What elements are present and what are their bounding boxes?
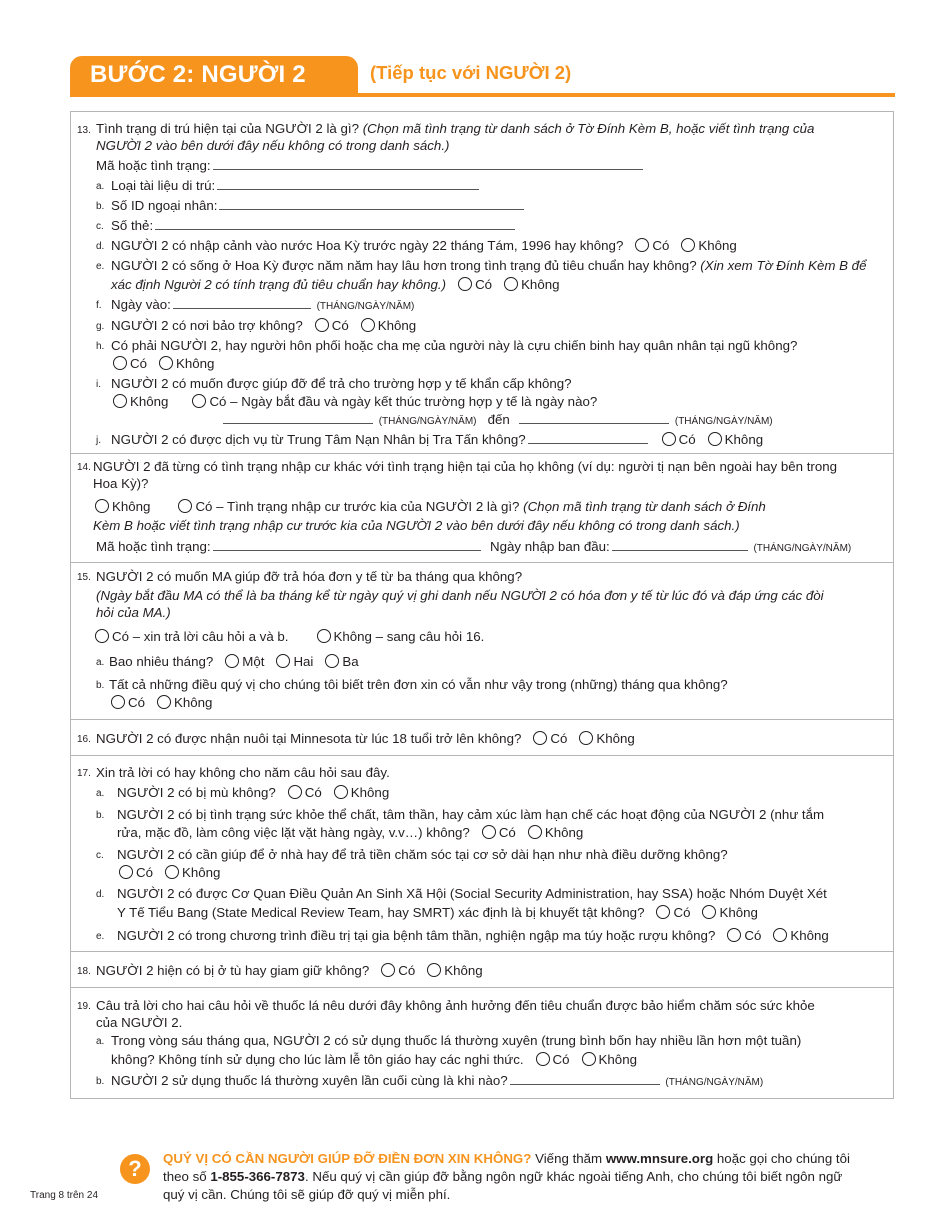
- question-18: 18. NGƯỜI 2 hiện có bị ở tù hay giam giữ không? Có Không: [70, 951, 894, 988]
- q13j-yes-radio[interactable]: [662, 432, 676, 446]
- q13g-no-radio[interactable]: [361, 318, 375, 332]
- question-13: 13. Tình trạng di trú hiện tại của NGƯỜI 2 là gì? (Chọn mã tình trạng từ danh sách ở Tờ Đính Kèm B, hoặc viết tình trạng của NGƯỜI 2 vào bên dưới đây nếu không có trong danh sách.) Mã hoặc tình trạng: a. Loại tài liệu di trú: b. Số ID ngoại nhân: c. Số thẻ: d. NGƯỜI 2 có nhập cảnh vào nước Hoa Kỳ trước ngày 22 tháng Tám, 1996 hay không? Có Không e. NGƯỜI 2 có sống ở Hoa Kỳ được năm năm hay lâu hơn trong tình trạng đủ tiêu chuẩn hay không? (Xin xem Tờ Đính Kèm B để xác định Người 2 có tính trạng đủ tiêu chuẩn hay không.) Có Không f. Ngày vào: (THÁNG/NGÀY/NĂM) g. NGƯỜI 2 có nơi bảo trợ không? Có Không h. Có phải NGƯỜI 2, hay người hôn phối hoặc cha mẹ của người này là cựu chiến binh hay quân nhân tại ngũ không? Có Không i. NGƯỜI 2 có muốn được giúp đỡ để trả cho trường hợp y tế khẩn cấp không? Không Có – Ngày bắt đầu và ngày kết thúc trường hợp y tế là ngày nào? (THÁNG/NGÀY/NĂM) đến (THÁNG/NGÀY/NĂM) j. NGƯỜI 2 có được dịch vụ từ Trung Tâm Nạn Nhân bị Tra Tấn không? Có Không: [70, 111, 894, 454]
- q13d-yes-radio[interactable]: [635, 238, 649, 252]
- q13j-field[interactable]: [528, 431, 648, 444]
- q15a-three-radio[interactable]: [325, 654, 339, 668]
- website-link[interactable]: www.mnsure.org: [605, 1151, 714, 1166]
- phone-number[interactable]: 1-855-366-7873: [210, 1169, 305, 1184]
- q18-no-radio[interactable]: [427, 963, 441, 977]
- q15-no-radio[interactable]: [317, 629, 331, 643]
- header-rule: [70, 93, 895, 97]
- q14-entry-date-field[interactable]: [612, 538, 748, 551]
- q17a-yes-radio[interactable]: [288, 785, 302, 799]
- q15a-two-radio[interactable]: [276, 654, 290, 668]
- q15b-no-radio[interactable]: [157, 695, 171, 709]
- section-subtitle: (Tiếp tục với NGƯỜI 2): [370, 62, 572, 83]
- q13i-end-date-field[interactable]: [519, 411, 669, 424]
- help-question-icon: ?: [120, 1154, 150, 1184]
- q19b-date-field[interactable]: [510, 1072, 660, 1085]
- q16-no-radio[interactable]: [579, 731, 593, 745]
- q17d-yes-radio[interactable]: [656, 905, 670, 919]
- q13h-no-radio[interactable]: [159, 356, 173, 370]
- q13j-no-radio[interactable]: [708, 432, 722, 446]
- help-text: QUÝ VỊ CÓ CẦN NGƯỜI GIÚP ĐỠ ĐIỀN ĐƠN XIN KHÔNG? Viếng thăm www.mnsure.org hoặc gọi cho chúng tôi theo số 1-855-366-7873. Nếu quý vị cần giúp đỡ bằng ngôn ngữ khác ngoài tiếng Anh, cho chúng tôi biết ngôn ngữ quý vị cần. Chúng tôi sẽ giúp đỡ quý vị miễn phí.: [163, 1151, 850, 1202]
- q13-code-field[interactable]: [213, 157, 643, 170]
- q18-yes-radio[interactable]: [381, 963, 395, 977]
- q13i-yes-radio[interactable]: [192, 394, 206, 408]
- q15b-yes-radio[interactable]: [111, 695, 125, 709]
- q18-text: NGƯỜI 2 hiện có bị ở tù hay giam giữ không?: [96, 963, 370, 978]
- q14-text: NGƯỜI 2 đã từng có tình trạng nhập cư khác với tình trạng hiện tại của họ không (ví dụ: người tị nạn bên ngoài hay bên trong: [93, 459, 838, 474]
- q17b-no-radio[interactable]: [528, 825, 542, 839]
- q16-text: NGƯỜI 2 có được nhận nuôi tại Minnesota từ lúc 18 tuổi trở lên không?: [96, 731, 522, 746]
- q14-yes-radio[interactable]: [178, 499, 192, 513]
- q19a-yes-radio[interactable]: [536, 1052, 550, 1066]
- q17b-yes-radio[interactable]: [482, 825, 496, 839]
- question-19: 19. Câu trả lời cho hai câu hỏi về thuốc lá nêu dưới đây không ảnh hưởng đến tiêu chuẩn được bảo hiểm chăm sóc sức khỏe của NGƯỜI 2. a. Trong vòng sáu tháng qua, NGƯỜI 2 có sử dụng thuốc lá thường xuyên (trung bình bốn hay nhiều lần hơn một tuần) không? Không tính sử dụng cho lúc làm lễ tôn giáo hay các nghi thức. Có Không b. NGƯỜI 2 sử dụng thuốc lá thường xuyên lần cuối cùng là khi nào? (THÁNG/NGÀY/NĂM): [70, 987, 894, 1099]
- q13i-no-radio[interactable]: [113, 394, 127, 408]
- q17a-no-radio[interactable]: [334, 785, 348, 799]
- q13f-entry-date-field[interactable]: [173, 296, 311, 309]
- question-16: 16. NGƯỜI 2 có được nhận nuôi tại Minnesota từ lúc 18 tuổi trở lên không? Có Không: [70, 719, 894, 756]
- question-15: 15. NGƯỜI 2 có muốn MA giúp đỡ trả hóa đơn y tế từ ba tháng qua không? (Ngày bắt đầu MA có thể là ba tháng kể từ ngày quý vị ghi danh nếu NGƯỜI 2 có hóa đơn y tế từ lúc đó và đáp ứng các đòi hỏi của MA.) Có – xin trả lời câu hỏi a và b. Không – sang câu hỏi 16. a. Bao nhiêu tháng? Một Hai Ba b. Tất cả những điều quý vị cho chúng tôi biết trên đơn xin có vẫn như vậy trong (những) tháng qua không? Có Không: [70, 562, 894, 720]
- q13b-alien-id-field[interactable]: [219, 197, 524, 210]
- q13-text: Tình trạng di trú hiện tại của NGƯỜI 2 là gì?: [96, 121, 359, 136]
- q15a-one-radio[interactable]: [225, 654, 239, 668]
- q13c-card-number-field[interactable]: [155, 217, 515, 230]
- q16-yes-radio[interactable]: [533, 731, 547, 745]
- page-number: Trang 8 trên 24: [30, 1190, 99, 1201]
- q13e-no-radio[interactable]: [504, 277, 518, 291]
- question-14: 14. NGƯỜI 2 đã từng có tình trạng nhập cư khác với tình trạng hiện tại của họ không (ví dụ: người tị nạn bên ngoài hay bên trong Hoa Kỳ)? Không Có – Tình trạng nhập cư trước kia của NGƯỜI 2 là gì? (Chọn mã tình trạng từ danh sách ở Đính Kèm B hoặc viết tình trạng nhập cư trước kia của NGƯỜI 2 vào bên dưới đây nếu không có trong danh sách.) Mã hoặc tình trạng: Ngày nhập ban đầu: (THÁNG/NGÀY/NĂM): [70, 453, 894, 563]
- section-title: BƯỚC 2: NGƯỜI 2: [90, 61, 306, 88]
- q14-no-radio[interactable]: [95, 499, 109, 513]
- q13g-yes-radio[interactable]: [315, 318, 329, 332]
- question-17: 17. Xin trả lời có hay không cho năm câu hỏi sau đây. a. NGƯỜI 2 có bị mù không? Có Không b. NGƯỜI 2 có bị tình trạng sức khỏe thể chất, tâm thần, hay cảm xúc làm hạn chế các hoạt động của NGƯỜI 2 (như tắm rửa, mặc đồ, làm công việc lặt vặt hàng ngày, v.v…) không? Có Không c. NGƯỜI 2 có cần giúp để ở nhà hay để trả tiền chăm sóc tại cơ sở dài hạn như nhà điều dưỡng không? Có Không d. NGƯỜI 2 có được Cơ Quan Điều Quản An Sinh Xã Hội (Social Security Administration, hay SSA) hoặc Nhóm Duyệt Xét Y Tế Tiểu Bang (State Medical Review Team, hay SMRT) xác định là bị khuyết tật không? Có Không e. NGƯỜI 2 có trong chương trình điều trị tại gia bệnh tâm thần, nghiện ngập ma túy hoặc rượu không? Có Không: [70, 755, 894, 952]
- q13i-start-date-field[interactable]: [223, 411, 373, 424]
- q17e-no-radio[interactable]: [773, 928, 787, 942]
- q17c-no-radio[interactable]: [165, 865, 179, 879]
- q13a-doc-type-field[interactable]: [217, 177, 479, 190]
- q15-yes-radio[interactable]: [95, 629, 109, 643]
- q17-text: Xin trả lời có hay không cho năm câu hỏi sau đây.: [96, 765, 390, 780]
- q13d-no-radio[interactable]: [681, 238, 695, 252]
- q19-text: Câu trả lời cho hai câu hỏi về thuốc lá nêu dưới đây không ảnh hưởng đến tiêu chuẩn được bảo hiểm chăm sóc sức khỏe: [96, 998, 815, 1013]
- q13e-yes-radio[interactable]: [458, 277, 472, 291]
- q17d-no-radio[interactable]: [702, 905, 716, 919]
- q17c-yes-radio[interactable]: [119, 865, 133, 879]
- q13h-yes-radio[interactable]: [113, 356, 127, 370]
- q17e-yes-radio[interactable]: [727, 928, 741, 942]
- q19a-no-radio[interactable]: [582, 1052, 596, 1066]
- q15-text: NGƯỜI 2 có muốn MA giúp đỡ trả hóa đơn y tế từ ba tháng qua không?: [96, 569, 523, 584]
- q14-code-field[interactable]: [213, 538, 481, 551]
